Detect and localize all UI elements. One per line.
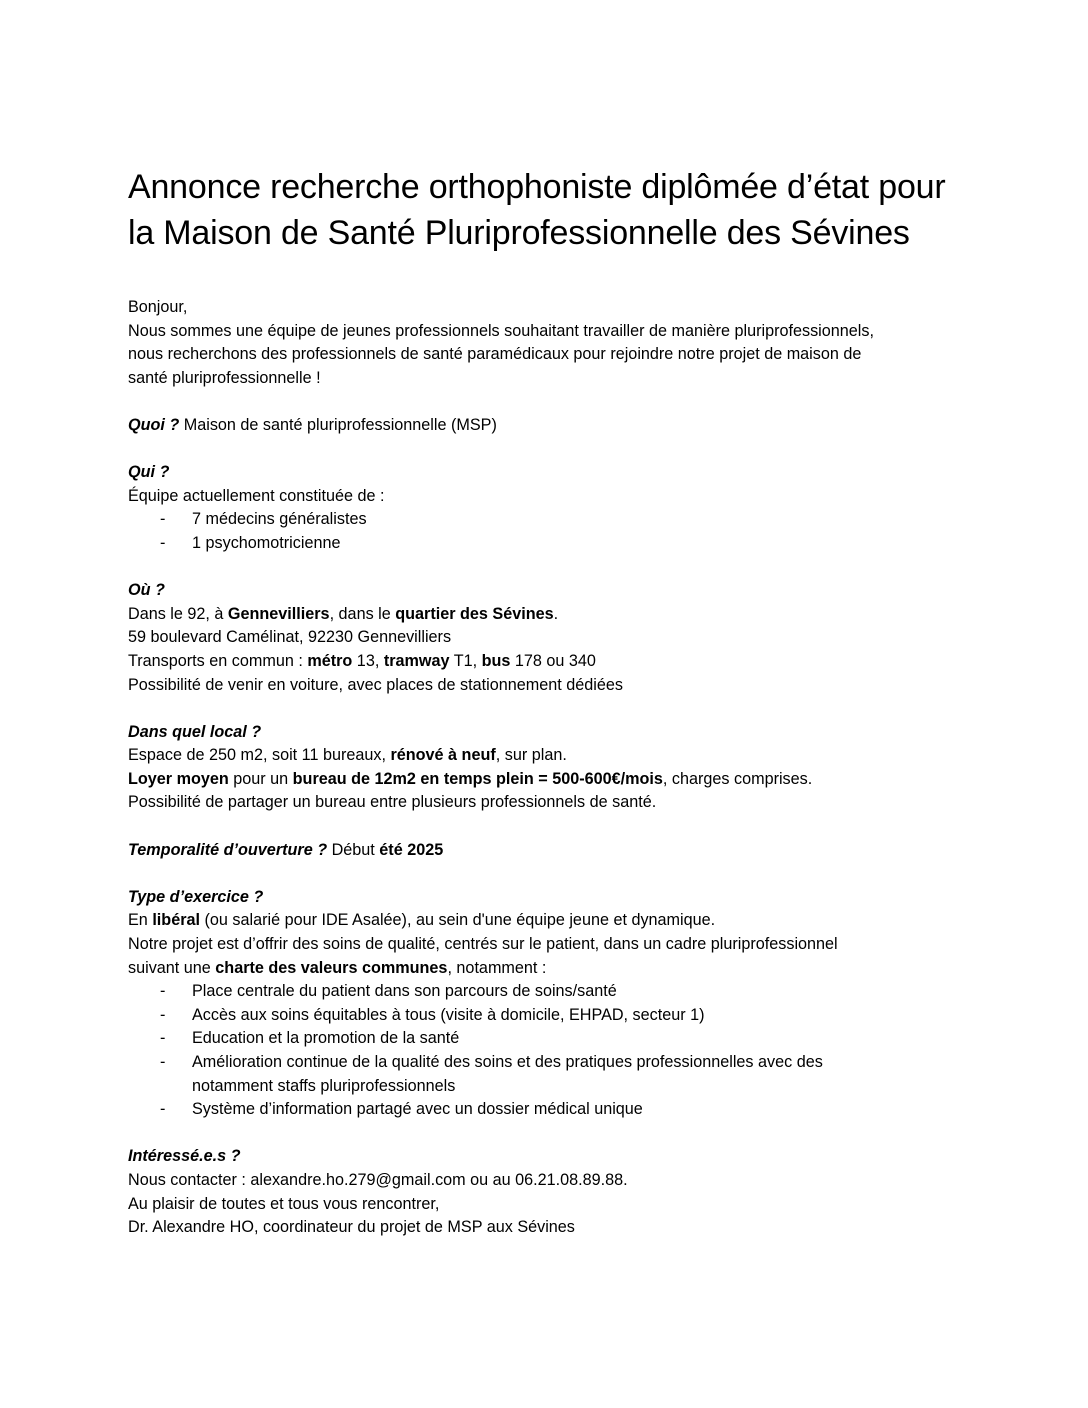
document-title: Annonce recherche orthophoniste diplômée d’état pour la Maison de Santé Pluriprofessionnelle des Sévines <box>128 168 946 252</box>
intro-section <box>128 296 968 390</box>
local-label: Dans quel local ? <box>128 722 262 741</box>
ou-line-3: Transports en commun : métro 13, tramway T1, bus 178 ou 340 <box>128 651 596 670</box>
contact-section <box>128 1145 968 1239</box>
dash-bullet: - <box>160 1005 166 1024</box>
ou-section <box>128 579 968 697</box>
ou-line-2: 59 boulevard Camélinat, 92230 Gennevilliers <box>128 628 452 647</box>
local-line-1: Espace de 250 m2, soit 11 bureaux, rénové à neuf, sur plan. <box>128 746 567 765</box>
ou-line-1: Dans le 92, à Gennevilliers, dans le quartier des Sévines. <box>128 604 559 623</box>
signature-line: Dr. Alexandre HO, coordinateur du projet de MSP aux Sévines <box>128 1218 575 1237</box>
ou-label: Où ? <box>128 581 165 600</box>
document-page <box>128 164 968 1240</box>
local-section <box>128 721 968 815</box>
qui-text: Équipe actuellement constituée de : <box>128 486 385 505</box>
exercice-section <box>128 886 968 1122</box>
list-item: - Amélioration continue de la qualité des soins et des pratiques professionnelles avec des notamment staffs pluriprofessionnels <box>160 1053 823 1095</box>
list-item: - Système d’information partagé avec un dossier médical unique <box>128 1098 968 1122</box>
document-body <box>128 296 968 1240</box>
local-line-3: Possibilité de partager un bureau entre plusieurs professionnels de santé. <box>128 793 657 812</box>
list-item: - 7 médecins généralistes <box>128 508 968 532</box>
dash-bullet: - <box>160 533 166 552</box>
local-line-2: Loyer moyen pour un bureau de 12m2 en temps plein = 500-600€/mois, charges comprises. <box>128 769 813 788</box>
temporalite-section <box>128 839 968 863</box>
list-item: - Education et la promotion de la santé <box>128 1027 968 1051</box>
exercice-label: Type d’exercice ? <box>128 887 264 906</box>
values-list <box>128 980 968 1122</box>
intro-line-2: nous recherchons des professionnels de santé paramédicaux pour rejoindre notre projet de maison de <box>128 345 862 364</box>
contact-label: Intéressé.e.s ? <box>128 1147 241 1166</box>
ou-line-4: Possibilité de venir en voiture, avec places de stationnement dédiées <box>128 675 623 694</box>
list-item: - Accès aux soins équitables à tous (visite à domicile, EHPAD, secteur 1) <box>128 1004 968 1028</box>
dash-bullet: - <box>160 1100 166 1119</box>
qui-label: Qui ? <box>128 463 170 482</box>
greeting: Bonjour, <box>128 298 188 316</box>
quoi-label: Quoi ? <box>128 415 180 434</box>
quoi-text: Maison de santé pluriprofessionnelle (MSP) <box>179 415 497 434</box>
quoi-line <box>128 414 968 438</box>
dash-bullet: - <box>160 1053 166 1071</box>
dash-bullet: - <box>160 982 166 1001</box>
contact-line-1: Nous contacter : alexandre.ho.279@gmail.com ou au 06.21.08.89.88. <box>128 1170 628 1189</box>
temporalite-line: Temporalité d’ouverture ? Début été 2025 <box>128 840 444 859</box>
exercice-line-1: En libéral (ou salarié pour IDE Asalée), au sein d'une équipe jeune et dynamique. <box>128 911 716 930</box>
contact-line-2: Au plaisir de toutes et tous vous rencontrer, <box>128 1194 440 1213</box>
dash-bullet: - <box>160 1029 166 1048</box>
list-item: - 1 psychomotricienne <box>128 532 968 556</box>
list-item: - Place centrale du patient dans son parcours de soins/santé <box>128 980 968 1004</box>
qui-list <box>128 508 968 555</box>
quoi-section <box>128 414 968 438</box>
dash-bullet: - <box>160 510 166 529</box>
intro-line-1: Nous sommes une équipe de jeunes professionnels souhaitant travailler de manière pluriprofessionnels, <box>128 321 874 340</box>
exercice-line-3: suivant une charte des valeurs communes, notamment : <box>128 958 547 977</box>
qui-section <box>128 461 968 555</box>
exercice-line-2: Notre projet est d’offrir des soins de qualité, centrés sur le patient, dans un cadre pluriprofessionnel <box>128 935 838 954</box>
intro-line-3: santé pluriprofessionnelle ! <box>128 368 321 387</box>
